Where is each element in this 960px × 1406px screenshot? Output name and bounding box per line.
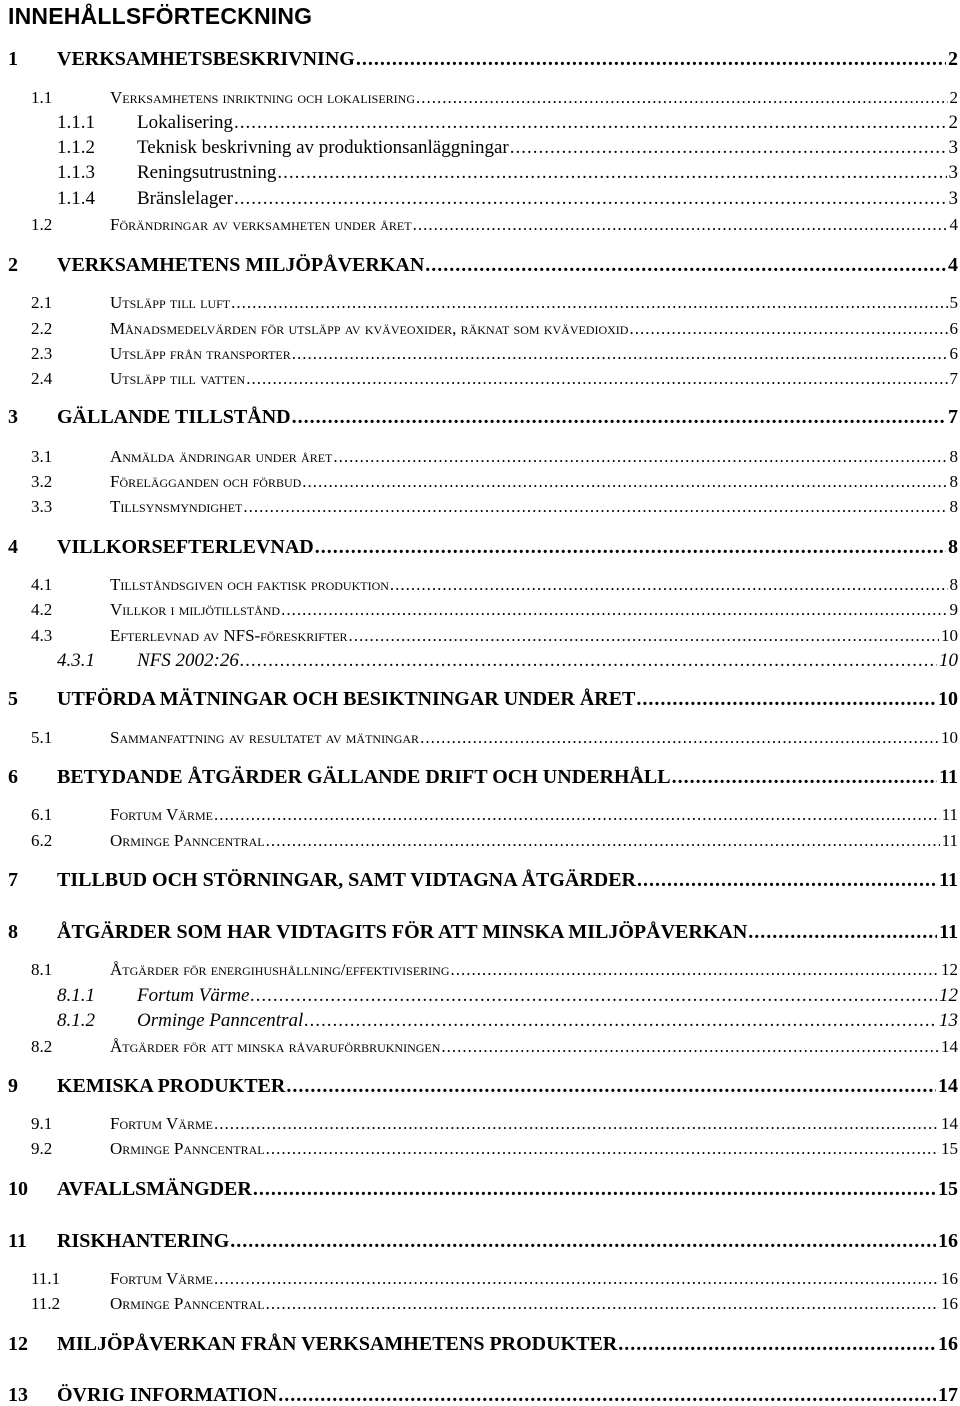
toc-entry[interactable]: [8, 255, 958, 275]
toc-entry[interactable]: [8, 767, 958, 787]
toc-entry-title: Lokalisering: [137, 112, 234, 133]
toc-entry[interactable]: [31, 576, 958, 593]
toc-entry[interactable]: [31, 370, 958, 387]
toc-entry[interactable]: [8, 870, 958, 890]
toc-entry-title: Utsläpp till luft: [110, 293, 231, 312]
toc-entry-number: 4.1: [31, 575, 53, 594]
toc-entry-page: 15: [938, 1178, 958, 1200]
toc-entry-title: Verksamhetens inriktning och lokalisering: [110, 88, 416, 107]
toc-dot-leader: [292, 345, 948, 362]
toc-entry-number: 11.1: [31, 1269, 61, 1288]
toc-dot-leader: [278, 1385, 936, 1405]
toc-entry-title: Orminge Panncentral: [110, 1294, 265, 1313]
toc-entry[interactable]: [31, 601, 958, 618]
toc-entry-page: 8: [949, 472, 958, 491]
toc-entry-page: 6: [949, 319, 958, 338]
toc-entry-number: 9: [8, 1075, 18, 1097]
toc-entry-title: Åtgärder för energihushållning/effektivisering: [110, 960, 450, 979]
toc-entry-page: 11: [939, 921, 958, 943]
toc-entry-page: 8: [949, 497, 958, 516]
toc-entry-page: 15: [941, 1139, 958, 1158]
toc-dot-leader: [250, 986, 937, 1005]
toc-entry-page: 4: [949, 215, 958, 234]
toc-entry-number: 4.2: [31, 600, 53, 619]
toc-entry-title: RISKHANTERING: [57, 1230, 230, 1252]
toc-entry-page: 12: [941, 960, 958, 979]
toc-entry-number: 3.3: [31, 497, 53, 516]
toc-entry[interactable]: [57, 651, 958, 670]
toc-dot-leader: [618, 1334, 936, 1354]
toc-entry[interactable]: [8, 1385, 958, 1405]
toc-entry-title: GÄLLANDE TILLSTÅND: [57, 406, 291, 428]
toc-entry[interactable]: [31, 448, 958, 465]
toc-dot-leader: [420, 729, 939, 746]
toc-entry-number: 9.2: [31, 1139, 53, 1158]
toc-entry[interactable]: [31, 1038, 958, 1055]
toc-entry[interactable]: [57, 1011, 958, 1030]
toc-entry-page: 2: [948, 48, 958, 70]
toc-entry-number: 1: [8, 48, 18, 70]
toc-entry-title: Fortum Värme: [110, 1114, 213, 1133]
toc-dot-leader: [277, 163, 946, 182]
toc-entry-page: 6: [949, 344, 958, 363]
toc-entry[interactable]: [31, 320, 958, 337]
toc-entry[interactable]: [8, 1334, 958, 1354]
toc-entry-number: 6.1: [31, 805, 53, 824]
toc-entry-page: 7: [948, 406, 958, 428]
toc-entry-number: 2.1: [31, 293, 53, 312]
toc-entry-page: 16: [938, 1230, 958, 1252]
toc-entry-page: 8: [949, 447, 958, 466]
toc-entry-page: 7: [949, 369, 958, 388]
toc-entry-number: 1.1.4: [57, 188, 95, 209]
toc-entry-title: ÖVRIG INFORMATION: [57, 1384, 278, 1406]
toc-dot-leader: [266, 1295, 939, 1312]
toc-dot-leader: [292, 407, 946, 427]
toc-entry-title: Efterlevnad av NFS-föreskrifter: [110, 626, 348, 645]
toc-entry-title: KEMISKA PRODUKTER: [57, 1075, 286, 1097]
toc-dot-leader: [246, 370, 947, 387]
toc-entry-page: 11: [941, 805, 958, 824]
toc-entry-page: 3: [948, 137, 958, 158]
toc-entry-title: Tillsynsmyndighet: [110, 497, 243, 516]
toc-entry-title: UTFÖRDA MÄTNINGAR OCH BESIKTNINGAR UNDER ÅRET: [57, 688, 636, 710]
toc-entry-title: Sammanfattning av resultatet av mätningar: [110, 728, 420, 747]
toc-dot-leader: [281, 601, 947, 618]
toc-entry-page: 8: [949, 575, 958, 594]
toc-entry-page: 10: [938, 688, 958, 710]
toc-entry-number: 1.2: [31, 215, 53, 234]
toc-entry-number: 1.1: [31, 88, 53, 107]
toc-entry-page: 9: [949, 600, 958, 619]
toc-entry-title: Tillståndsgiven och faktisk produktion: [110, 575, 389, 594]
toc-entry-title: Utsläpp till vatten: [110, 369, 246, 388]
toc-entry-page: 17: [938, 1384, 958, 1406]
toc-entry-number: 9.1: [31, 1114, 53, 1133]
toc-entry-number: 1.1.2: [57, 137, 95, 158]
toc-entry-page: 10: [941, 626, 958, 645]
toc-heading: INNEHÅLLSFÖRTECKNING: [8, 3, 313, 29]
toc-entry-title: Orminge Panncentral: [110, 1139, 265, 1158]
toc-dot-leader: [425, 255, 946, 275]
toc-dot-leader: [315, 537, 946, 557]
toc-dot-leader: [234, 113, 946, 132]
toc-entry[interactable]: [31, 89, 958, 106]
toc-dot-leader: [302, 473, 947, 490]
toc-entry-number: 2.4: [31, 369, 53, 388]
toc-entry[interactable]: [31, 498, 958, 515]
toc-entry-page: 16: [941, 1269, 958, 1288]
toc-entry[interactable]: [8, 537, 958, 557]
toc-entry-number: 5.1: [31, 728, 53, 747]
toc-entry[interactable]: [57, 113, 958, 132]
toc-entry-title: Villkor i miljötillstånd: [110, 600, 281, 619]
toc-dot-leader: [416, 89, 947, 106]
toc-entry-page: 11: [939, 869, 958, 891]
toc-entry-page: 12: [939, 985, 958, 1006]
toc-entry-title: Anmälda ändringar under året: [110, 447, 333, 466]
toc-entry[interactable]: [8, 1179, 958, 1199]
toc-dot-leader: [266, 832, 940, 849]
toc-entry-page: 11: [941, 831, 958, 850]
toc-entry-title: Förelägganden och förbud: [110, 472, 302, 491]
toc-entry[interactable]: [57, 189, 958, 208]
toc-entry-number: 5: [8, 688, 18, 710]
toc-entry-number: 3: [8, 406, 18, 428]
toc-entry-title: Fortum Värme: [110, 1269, 213, 1288]
toc-dot-leader: [243, 498, 947, 515]
toc-entry-page: 14: [938, 1075, 958, 1097]
toc-entry[interactable]: [31, 473, 958, 490]
toc-entry[interactable]: [31, 832, 958, 849]
toc-entry-number: 8.2: [31, 1037, 53, 1056]
toc-entry-number: 8: [8, 921, 18, 943]
toc-entry-title: VERKSAMHETENS MILJÖPÅVERKAN: [57, 254, 425, 276]
toc-dot-leader: [748, 922, 937, 942]
toc-dot-leader: [333, 448, 947, 465]
toc-entry-title: VILLKORSEFTERLEVNAD: [57, 536, 314, 558]
toc-entry-number: 3.1: [31, 447, 53, 466]
toc-entry-number: 4: [8, 536, 18, 558]
toc-entry-number: 2: [8, 254, 18, 276]
toc-dot-leader: [349, 627, 939, 644]
toc-entry-title: MILJÖPÅVERKAN FRÅN VERKSAMHETENS PRODUKTER: [57, 1333, 618, 1355]
toc-entry-number: 6.2: [31, 831, 53, 850]
toc-dot-leader: [629, 320, 947, 337]
toc-entry-number: 8.1: [31, 960, 53, 979]
toc-entry[interactable]: [31, 1270, 958, 1287]
toc-entry[interactable]: [31, 729, 958, 746]
toc-entry-title: Utsläpp från transporter: [110, 344, 291, 363]
toc-entry-number: 2.2: [31, 319, 53, 338]
toc-entry-page: 3: [948, 188, 958, 209]
toc-dot-leader: [286, 1076, 936, 1096]
toc-dot-leader: [451, 961, 940, 978]
toc-entry-title: Fortum Värme: [137, 985, 250, 1006]
toc-entry-number: 4.3: [31, 626, 53, 645]
toc-entry-number: 4.3.1: [57, 650, 95, 671]
toc-entry-number: 11: [8, 1230, 27, 1252]
toc-entry-page: 2: [948, 112, 958, 133]
toc-dot-leader: [637, 870, 937, 890]
toc-entry[interactable]: [31, 1140, 958, 1157]
toc-dot-leader: [214, 806, 940, 823]
toc-entry[interactable]: [8, 1076, 958, 1096]
toc-entry-number: 8.1.1: [57, 985, 95, 1006]
toc-entry[interactable]: [8, 407, 958, 427]
toc-entry-title: Åtgärder för att minska råvaruförbrukningen: [110, 1037, 441, 1056]
toc-entry-page: 16: [941, 1294, 958, 1313]
toc-entry[interactable]: [31, 216, 958, 233]
toc-dot-leader: [636, 689, 936, 709]
toc-entry-number: 3.2: [31, 472, 53, 491]
toc-entry-title: BETYDANDE ÅTGÄRDER GÄLLANDE DRIFT OCH UNDERHÅLL: [57, 766, 671, 788]
toc-entry-title: TILLBUD OCH STÖRNINGAR, SAMT VIDTAGNA ÅTGÄRDER: [57, 869, 636, 891]
toc-entry-title: Fortum Värme: [110, 805, 213, 824]
toc-entry-page: 2: [949, 88, 958, 107]
toc-dot-leader: [231, 294, 947, 311]
toc-entry-page: 4: [948, 254, 958, 276]
toc-entry-title: Orminge Panncentral: [137, 1010, 304, 1031]
toc-dot-leader: [230, 1231, 936, 1251]
toc-entry-page: 14: [941, 1114, 958, 1133]
toc-entry-title: AVFALLSMÄNGDER: [57, 1178, 252, 1200]
toc-entry-page: 10: [939, 650, 958, 671]
toc-entry-page: 16: [938, 1333, 958, 1355]
toc-entry[interactable]: [31, 627, 958, 644]
toc-entry-number: 10: [8, 1178, 28, 1200]
toc-entry-number: 1.1.3: [57, 162, 95, 183]
toc-entry[interactable]: [8, 49, 958, 69]
toc-entry-page: 3: [948, 162, 958, 183]
toc-dot-leader: [234, 189, 946, 208]
toc-entry-title: Bränslelager: [137, 188, 234, 209]
toc-entry[interactable]: [57, 138, 958, 157]
toc-dot-leader: [253, 1179, 936, 1199]
toc-entry[interactable]: [31, 961, 958, 978]
toc-entry[interactable]: [8, 922, 958, 942]
toc-entry-number: 2.3: [31, 344, 53, 363]
toc-dot-leader: [304, 1011, 937, 1030]
toc-dot-leader: [240, 651, 937, 670]
toc-entry[interactable]: [8, 689, 958, 709]
toc-entry-title: Teknisk beskrivning av produktionsanläggningar: [137, 137, 509, 158]
toc-entry-title: Månadsmedelvärden för utsläpp av kväveoxider, räknat som kvävedioxid: [110, 319, 629, 338]
toc-entry[interactable]: [57, 163, 958, 182]
toc-dot-leader: [266, 1140, 939, 1157]
toc-entry-number: 11.2: [31, 1294, 61, 1313]
toc-entry-number: 7: [8, 869, 18, 891]
toc-entry-title: Förändringar av verksamheten under året: [110, 215, 412, 234]
toc-entry-number: 1.1.1: [57, 112, 95, 133]
toc-entry-page: 10: [941, 728, 958, 747]
toc-entry-title: NFS 2002:26: [137, 650, 239, 671]
toc-dot-leader: [510, 138, 947, 157]
toc-entry-title: VERKSAMHETSBESKRIVNING: [57, 48, 355, 70]
toc-entry-title: Orminge Panncentral: [110, 831, 265, 850]
toc-dot-leader: [214, 1115, 939, 1132]
toc-entry[interactable]: [8, 1231, 958, 1251]
toc-entry[interactable]: [31, 1295, 958, 1312]
toc-dot-leader: [672, 767, 938, 787]
toc-entry[interactable]: [31, 1115, 958, 1132]
toc-entry-page: 11: [939, 766, 958, 788]
toc-dot-leader: [214, 1270, 939, 1287]
toc-entry-page: 14: [941, 1037, 958, 1056]
toc-entry-title: Reningsutrustning: [137, 162, 277, 183]
toc-entry-number: 13: [8, 1384, 28, 1406]
toc-dot-leader: [413, 216, 948, 233]
toc-entry[interactable]: [31, 345, 958, 362]
toc-entry[interactable]: [57, 986, 958, 1005]
toc-dot-leader: [356, 49, 946, 69]
toc-dot-leader: [390, 576, 948, 593]
toc-entry[interactable]: [31, 294, 958, 311]
toc-entry-number: 8.1.2: [57, 1010, 95, 1031]
toc-entry-number: 6: [8, 766, 18, 788]
toc-entry-number: 12: [8, 1333, 28, 1355]
toc-dot-leader: [441, 1038, 939, 1055]
toc-entry[interactable]: [31, 806, 958, 823]
toc-entry-page: 5: [949, 293, 958, 312]
toc-entry-title: ÅTGÄRDER SOM HAR VIDTAGITS FÖR ATT MINSKA MILJÖPÅVERKAN: [57, 921, 748, 943]
toc-entry-page: 8: [948, 536, 958, 558]
toc-entry-page: 13: [939, 1010, 958, 1031]
